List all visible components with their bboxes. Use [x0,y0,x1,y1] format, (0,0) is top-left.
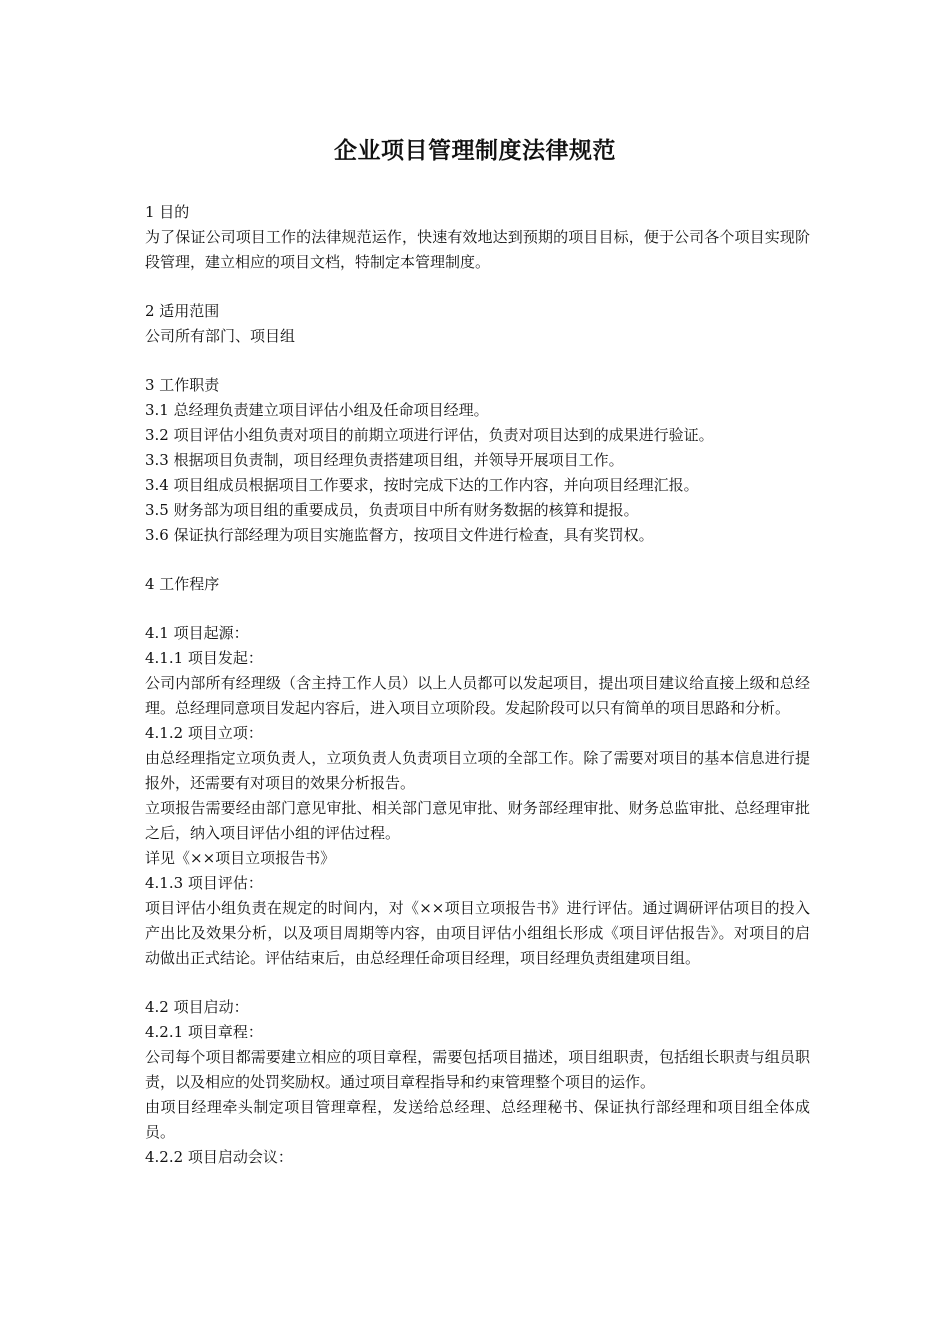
section-4-1-2-reference: 详见《××项目立项报告书》 [145,849,336,867]
section-3-item: 3.4 项目组成员根据项目工作要求，按时完成下达的工作内容，并向项目经理汇报。 [145,476,699,494]
section-3-item: 3.5 财务部为项目组的重要成员，负责项目中所有财务数据的核算和提报。 [145,501,639,519]
section-4-1-2-heading: 4.1.2 项目立项： [145,724,263,742]
section-4-2-2-heading: 4.2.2 项目启动会议： [145,1148,293,1166]
section-3-item: 3.1 总经理负责建立项目评估小组及任命项目经理。 [145,401,489,419]
section-4-2-1-heading: 4.2.1 项目章程： [145,1023,263,1041]
section-3-item: 3.3 根据项目负责制，项目经理负责搭建项目组，并领导开展项目工作。 [145,451,624,469]
paragraph-spacer [145,971,810,995]
document-title: 企业项目管理制度法律规范 [334,138,616,164]
paragraph-spacer [145,548,810,572]
section-3-heading: 3 工作职责 [145,376,220,394]
section-3-item: 3.2 项目评估小组负责对项目的前期立项进行评估，负责对项目达到的成果进行验证。 [145,426,714,444]
section-4-1-3-heading: 4.1.3 项目评估： [145,874,263,892]
paragraph-spacer [145,597,810,621]
section-4-1-2-text: 立项报告需要经由部门意见审批、相关部门意见审批、财务部经理审批、财务总监审批、总经理审批之后，纳入项目评估小组的评估过程。 [145,799,810,842]
paragraph-spacer [145,349,810,373]
section-4-2-heading: 4.2 项目启动： [145,998,249,1016]
section-4-1-1-text: 公司内部所有经理级（含主持工作人员）以上人员都可以发起项目，提出项目建议给直接上级和总经理。总经理同意项目发起内容后，进入项目立项阶段。发起阶段可以只有简单的项目思路和分析。 [145,674,810,717]
document-body [145,200,810,1170]
section-4-2-1-text: 由项目经理牵头制定项目管理章程，发送给总经理、总经理秘书、保证执行部经理和项目组全体成员。 [145,1098,810,1141]
section-1-text: 为了保证公司项目工作的法律规范运作，快速有效地达到预期的项目目标，便于公司各个项目实现阶段管理，建立相应的项目文档，特制定本管理制度。 [145,228,810,271]
section-2-text: 公司所有部门、项目组 [145,327,296,345]
section-4-1-heading: 4.1 项目起源： [145,624,249,642]
section-3-item: 3.6 保证执行部经理为项目实施监督方，按项目文件进行检查，具有奖罚权。 [145,526,654,544]
section-4-2-1-text: 公司每个项目都需要建立相应的项目章程，需要包括项目描述，项目组职责，包括组长职责与组员职责，以及相应的处罚奖励权。通过项目章程指导和约束管理整个项目的运作。 [145,1048,810,1091]
section-4-heading: 4 工作程序 [145,575,220,593]
section-4-1-1-heading: 4.1.1 项目发起： [145,649,263,667]
section-1-heading: 1 目的 [145,203,190,221]
section-2-heading: 2 适用范围 [145,302,220,320]
paragraph-spacer [145,275,810,299]
section-4-1-2-text: 由总经理指定立项负责人，立项负责人负责项目立项的全部工作。除了需要对项目的基本信息进行提报外，还需要有对项目的效果分析报告。 [145,749,810,792]
section-4-1-3-text: 项目评估小组负责在规定的时间内，对《××项目立项报告书》进行评估。通过调研评估项目的投入产出比及效果分析，以及项目周期等内容，由项目评估小组组长形成《项目评估报告》。对项目的启动做出正式结论。评估结束后，由总经理任命项目经理，项目经理负责组建项目组。 [145,899,810,967]
